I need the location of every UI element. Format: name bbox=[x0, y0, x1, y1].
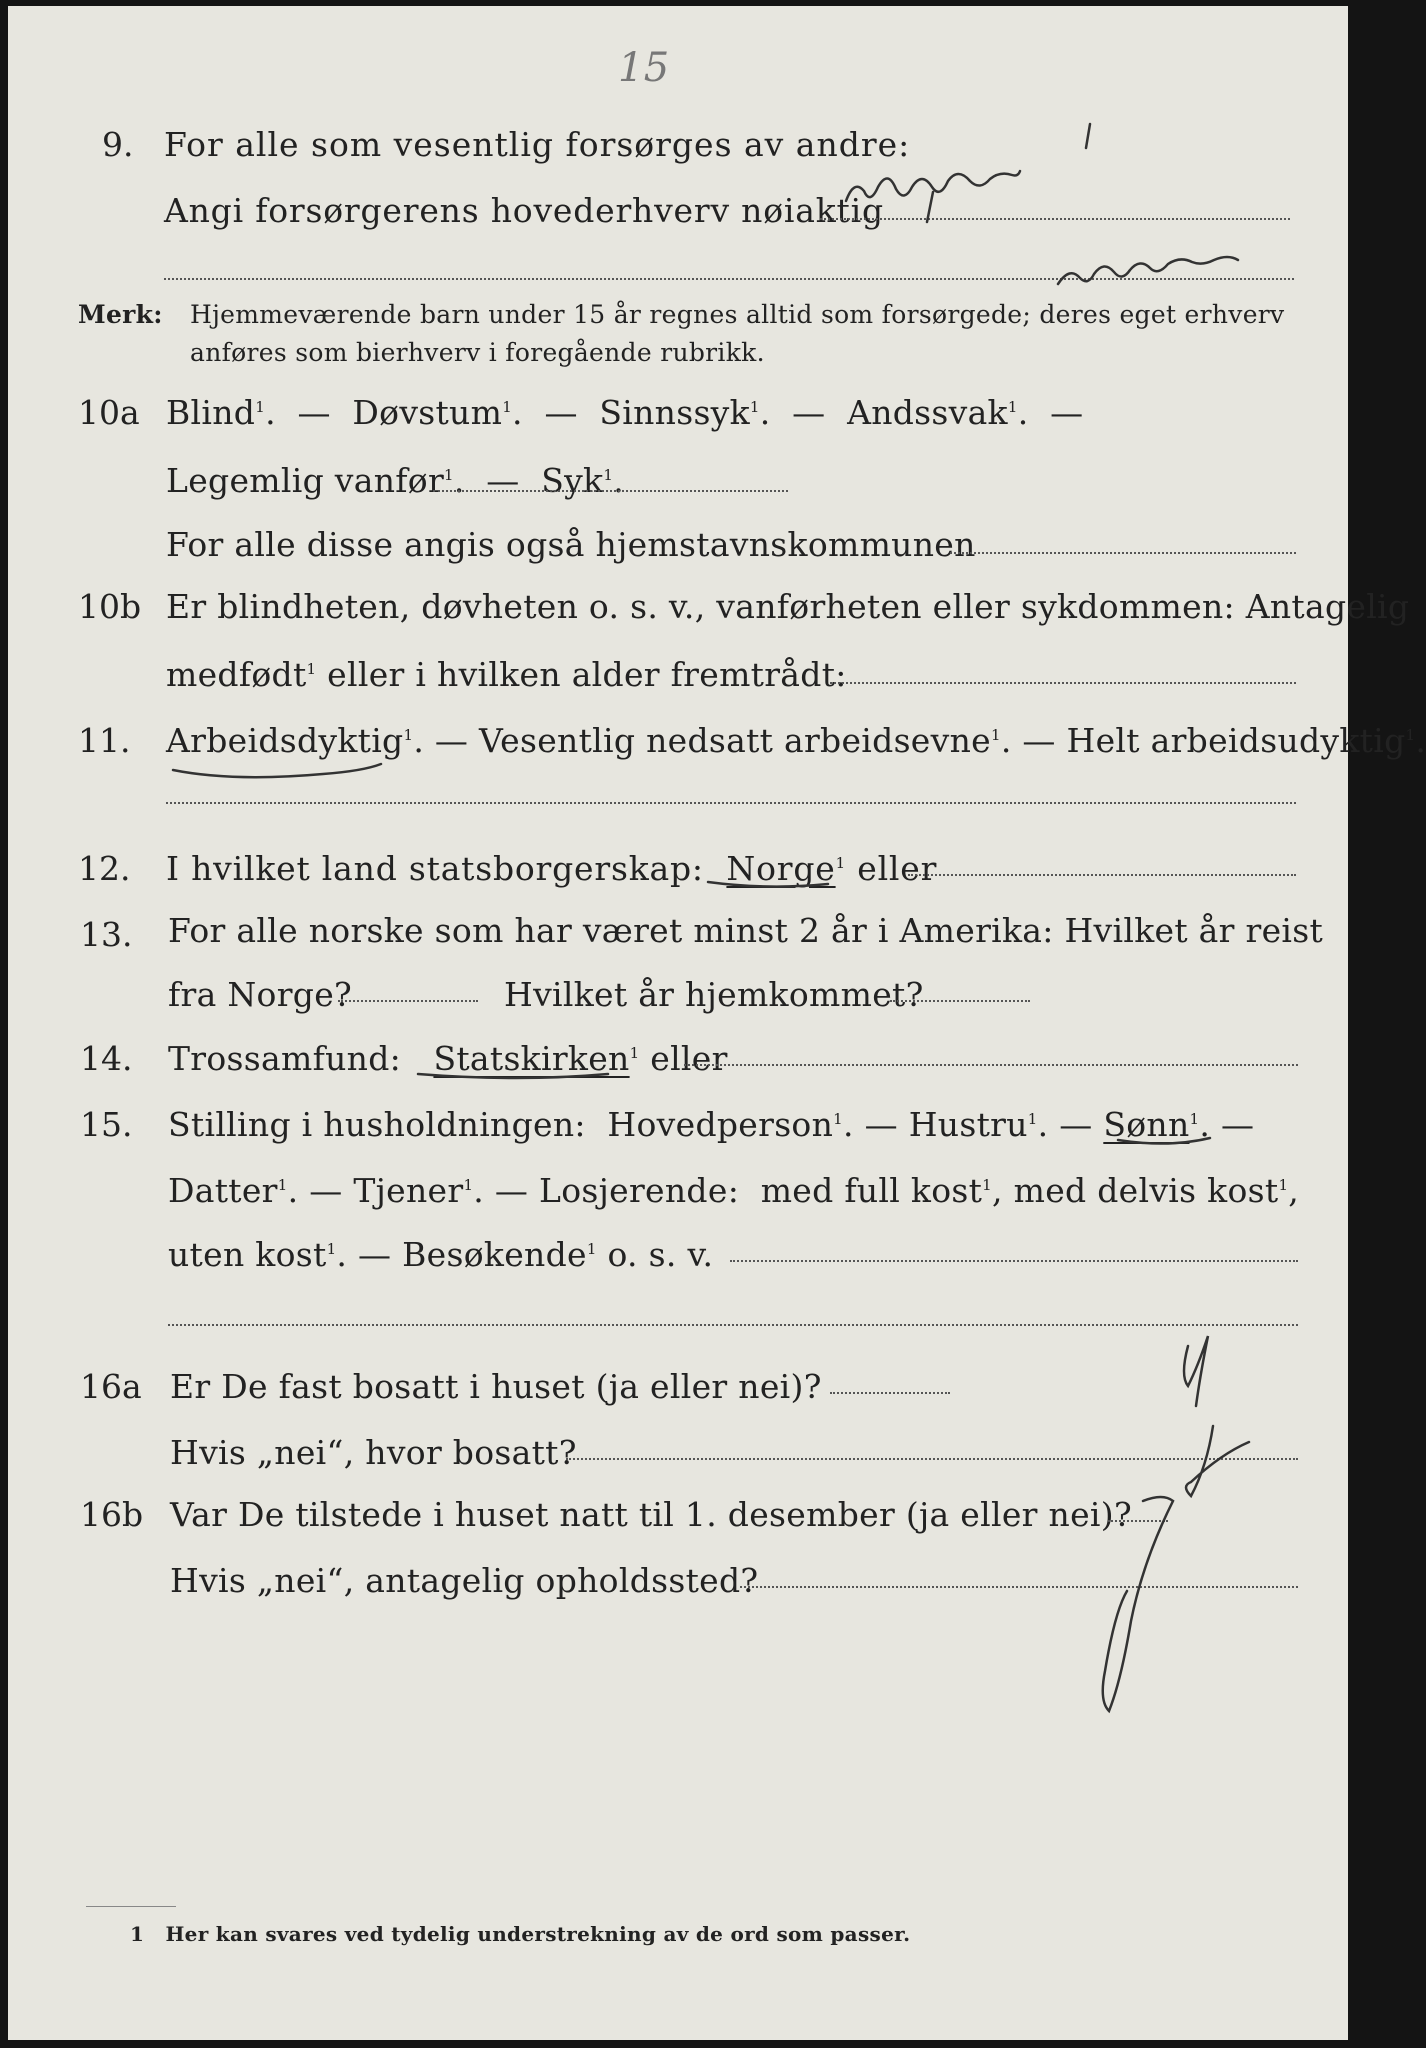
q10a-line2: Legemlig vanfør$^1$. — Syk$^1$. bbox=[166, 461, 624, 500]
question-number-14: 14. bbox=[80, 1039, 133, 1078]
question-number-13: 13. bbox=[80, 915, 133, 954]
q10b-line1: Er blindheten, døvheten o. s. v., vanførheten eller sykdommen: Antagelig bbox=[166, 587, 1410, 626]
q10a-line3: For alle disse angis også hjemstavnskommunen bbox=[166, 525, 976, 564]
q16b-line1: Var De tilstede i huset natt til 1. desember (ja eller nei)? bbox=[170, 1495, 1132, 1534]
q10b-answer-line[interactable] bbox=[830, 682, 1296, 684]
option-hovedperson[interactable]: Hovedperson bbox=[607, 1105, 834, 1144]
q10a-hjemstavn-line[interactable] bbox=[950, 552, 1296, 554]
option-sonn[interactable]: Sønn bbox=[1103, 1105, 1190, 1144]
question-number-16b: 16b bbox=[80, 1495, 144, 1534]
q11-answer-line[interactable] bbox=[166, 802, 1296, 804]
q15-line3: uten kost$^1$. — Besøkende$^1$ o. s. v. bbox=[168, 1235, 714, 1274]
q10a-line1: Blind$^1$. — Døvstum$^1$. — Sinnssyk$^1$. — Andssvak$^1$. — bbox=[166, 393, 1084, 432]
q9-answer-line[interactable] bbox=[820, 218, 1290, 220]
q15-line2: Datter$^1$. — Tjener$^1$. — Losjerende: med full kost$^1$, med delvis kost$^1$, bbox=[168, 1171, 1300, 1210]
option-tjener[interactable]: Tjener bbox=[353, 1171, 464, 1210]
q16b-opholdssted-line[interactable] bbox=[740, 1586, 1298, 1588]
q13-hjemkommet-line[interactable] bbox=[890, 1000, 1030, 1002]
option-dovstum[interactable]: Døvstum bbox=[352, 393, 503, 432]
q15-answer-line[interactable] bbox=[730, 1260, 1298, 1262]
merk-line1: Hjemmeværende barn under 15 år regnes alltid som forsørgede; deres eget erhverv bbox=[190, 300, 1285, 329]
question-number-15: 15. bbox=[80, 1105, 133, 1144]
q9-answer-line-2[interactable] bbox=[164, 278, 1294, 280]
q14-answer-line[interactable] bbox=[684, 1064, 1298, 1066]
q10a-answer-line[interactable] bbox=[433, 490, 788, 492]
page-number-handwritten: 15 bbox=[618, 45, 670, 91]
q15-line1: Stilling i husholdningen: Hovedperson$^1$. — Hustru$^1$. — Sønn$^1$. — bbox=[168, 1105, 1255, 1144]
q9-line2: Angi forsørgerens hovederhverv nøiaktig bbox=[164, 191, 884, 230]
q9-line1: For alle som vesentlig forsørges av andre: bbox=[164, 125, 911, 164]
merk-line2: anføres som bierhverv i foregående rubrikk. bbox=[190, 338, 765, 367]
q12-answer-line[interactable] bbox=[908, 874, 1296, 876]
q16a-line2: Hvis „nei“, hvor bosatt? bbox=[170, 1433, 577, 1472]
option-besokende[interactable]: Besøkende bbox=[402, 1235, 587, 1274]
q16b-answer-line[interactable] bbox=[1108, 1520, 1168, 1522]
q14-line: Trossamfund: Statskirken$^1$ eller bbox=[168, 1039, 728, 1078]
question-number-12: 12. bbox=[78, 849, 131, 888]
question-number-16a: 16a bbox=[80, 1367, 142, 1406]
option-arbeidsdyktig[interactable]: Arbeidsdyktig bbox=[166, 721, 404, 760]
option-statskirken[interactable]: Statskirken bbox=[433, 1039, 630, 1078]
handwritten-q11-underline bbox=[173, 764, 381, 777]
footnote: 1 Her kan svares ved tydelig understrekning av de ord som passer. bbox=[130, 1922, 911, 1946]
q11-line: Arbeidsdyktig$^1$. — Vesentlig nedsatt arbeidsevne$^1$. — Helt arbeidsudyktig$^1$. bbox=[166, 721, 1426, 760]
option-full-kost[interactable]: med full kost bbox=[760, 1171, 983, 1210]
question-number-10b: 10b bbox=[78, 587, 142, 626]
footnote-mark: 1 bbox=[130, 1922, 145, 1946]
merk-label: Merk: bbox=[78, 300, 163, 329]
question-number-11: 11. bbox=[78, 721, 131, 760]
option-norge[interactable]: Norge bbox=[726, 849, 836, 888]
q15-answer-line-2[interactable] bbox=[168, 1324, 1298, 1326]
option-medfodt[interactable]: medfødt bbox=[166, 655, 307, 694]
q16a-bosatt-line[interactable] bbox=[566, 1458, 1298, 1460]
option-arbeidsudyktig[interactable]: Helt arbeidsudyktig bbox=[1066, 721, 1406, 760]
question-number-10a: 10a bbox=[78, 393, 140, 432]
q13-line2a: fra Norge? bbox=[168, 975, 353, 1014]
option-uten-kost[interactable]: uten kost bbox=[168, 1235, 327, 1274]
q13-line2b: Hvilket år hjemkommet? bbox=[504, 975, 924, 1014]
option-sinnssyk[interactable]: Sinnssyk bbox=[599, 393, 750, 432]
option-andssvak[interactable]: Andssvak bbox=[847, 393, 1008, 432]
q16b-line2: Hvis „nei“, antagelig opholdssted? bbox=[170, 1561, 759, 1600]
census-form-page bbox=[8, 6, 1426, 2040]
q12-line: I hvilket land statsborgerskap: Norge$^1$ eller bbox=[166, 849, 938, 888]
q16a-answer-line[interactable] bbox=[830, 1392, 950, 1394]
option-datter[interactable]: Datter bbox=[168, 1171, 278, 1210]
q13-reist-line[interactable] bbox=[338, 1000, 478, 1002]
handwritten-q9-tick bbox=[1086, 124, 1090, 148]
option-syk[interactable]: Syk bbox=[541, 461, 604, 500]
option-blind[interactable]: Blind bbox=[166, 393, 256, 432]
option-delvis-kost[interactable]: med delvis kost bbox=[1013, 1171, 1279, 1210]
footnote-rule bbox=[86, 1906, 176, 1907]
q10b-line2: medfødt$^1$ eller i hvilken alder fremtrådt: bbox=[166, 655, 847, 694]
handwritten-q16a-answer bbox=[1184, 1336, 1208, 1406]
handwritten-q16a-answer-2 bbox=[1186, 1426, 1249, 1496]
option-nedsatt-arbeidsevne[interactable]: Vesentlig nedsatt arbeidsevne bbox=[479, 721, 991, 760]
q13-line1: For alle norske som har været minst 2 år i Amerika: Hvilket år reist bbox=[168, 911, 1324, 950]
question-number-9: 9. bbox=[102, 125, 134, 164]
option-hustru[interactable]: Hustru bbox=[908, 1105, 1028, 1144]
q16a-line1: Er De fast bosatt i huset (ja eller nei)? bbox=[170, 1367, 822, 1406]
option-legemlig-vanfor[interactable]: Legemlig vanfør bbox=[166, 461, 445, 500]
